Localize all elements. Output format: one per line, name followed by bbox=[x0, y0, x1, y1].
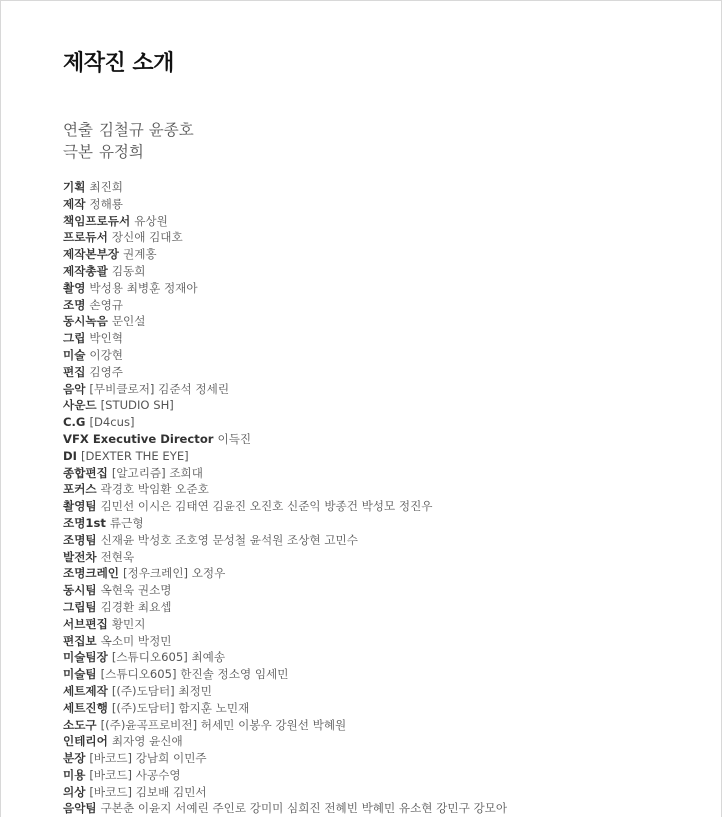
credit-role: 미술팀장 bbox=[63, 650, 108, 665]
credit-row bbox=[63, 280, 507, 297]
credit-role: 조명 bbox=[63, 297, 86, 312]
credit-row bbox=[63, 465, 507, 482]
credit-names: 구본춘 이윤지 서예린 주인로 강미미 심희진 전혜빈 박혜민 유소현 강민구 강모아 bbox=[100, 801, 508, 816]
credit-role: 제작 bbox=[63, 196, 86, 211]
credit-names: 김경환 최요셉 bbox=[100, 599, 172, 614]
credit-row bbox=[63, 733, 507, 750]
credit-row bbox=[63, 213, 507, 230]
credit-role: 조명팀 bbox=[63, 532, 97, 547]
credit-names: 곽경호 박임환 오준호 bbox=[100, 482, 209, 497]
credit-names: 신재윤 박성호 조호영 문성철 윤석원 조상현 고민수 bbox=[100, 532, 358, 547]
lead-names: 유정희 bbox=[98, 143, 144, 161]
credit-role: 발전차 bbox=[63, 549, 97, 564]
credit-names: [(주)도담터] 최정민 bbox=[111, 683, 212, 698]
staff-credit-list bbox=[63, 179, 507, 817]
lead-credit-writer bbox=[63, 141, 194, 163]
credit-row bbox=[63, 683, 507, 700]
page-title: 제작진 소개 bbox=[63, 51, 174, 76]
credit-names: [STUDIO SH] bbox=[100, 398, 174, 413]
credit-row bbox=[63, 263, 507, 280]
credit-role: 동시녹음 bbox=[63, 314, 108, 329]
credit-names: 장신애 김대호 bbox=[111, 230, 183, 245]
credit-row bbox=[63, 330, 507, 347]
credit-names: 권계홍 bbox=[123, 247, 157, 262]
credit-role: 프로듀서 bbox=[63, 230, 108, 245]
credit-names: [정우크레인] 오정우 bbox=[123, 566, 226, 581]
credit-role: 의상 bbox=[63, 784, 86, 799]
lead-credits bbox=[63, 119, 194, 163]
credit-row bbox=[63, 532, 507, 549]
credit-row bbox=[63, 246, 507, 263]
credit-role: 미술 bbox=[63, 347, 86, 362]
credit-names: [(주)도담터] 함지훈 노민재 bbox=[111, 700, 250, 715]
credit-role: 그립 bbox=[63, 331, 86, 346]
credit-row bbox=[63, 414, 507, 431]
lead-role: 연출 bbox=[63, 121, 93, 139]
credit-role: 포커스 bbox=[63, 482, 97, 497]
credit-role: 촬영팀 bbox=[63, 499, 97, 514]
credit-role: 서브편집 bbox=[63, 616, 108, 631]
credit-names: 황민지 bbox=[111, 616, 146, 631]
credit-role: 동시팀 bbox=[63, 583, 97, 598]
credit-names: 최진희 bbox=[89, 180, 124, 194]
credit-names: 문인설 bbox=[111, 314, 146, 329]
credit-role: 세트제작 bbox=[63, 683, 108, 698]
credit-row bbox=[63, 700, 507, 717]
credit-names: 박성용 최병훈 정재아 bbox=[89, 280, 198, 295]
credit-names: [(주)윤곡프로비전] 허세민 이봉우 강원선 박혜원 bbox=[100, 717, 347, 732]
credit-role: 미용 bbox=[63, 767, 86, 782]
credit-role: DI bbox=[63, 448, 77, 463]
credit-names: 옥소미 박정민 bbox=[100, 633, 172, 648]
credit-row bbox=[63, 717, 507, 734]
credit-names: [바코드] 강남희 이민주 bbox=[89, 751, 207, 766]
credit-names: [알고리즘] 조희대 bbox=[111, 465, 203, 480]
credit-names: [스튜디오605] 최예송 bbox=[111, 650, 226, 665]
credit-names: [D4cus] bbox=[89, 415, 135, 430]
credit-row bbox=[63, 633, 507, 650]
credit-row bbox=[63, 649, 507, 666]
credit-names: 손영규 bbox=[89, 297, 124, 312]
credit-role: 인테리어 bbox=[63, 734, 108, 749]
credit-names: 이강현 bbox=[89, 347, 124, 362]
credit-row bbox=[63, 784, 507, 801]
credit-role: 편집보 bbox=[63, 633, 97, 648]
credit-names: 류근형 bbox=[109, 515, 144, 530]
credit-row bbox=[63, 297, 507, 314]
credit-row bbox=[63, 616, 507, 633]
credit-names: [DEXTER THE EYE] bbox=[80, 448, 189, 463]
credit-names: 최자영 윤신애 bbox=[111, 734, 183, 749]
credit-names: [무비클로저] 김준석 정세린 bbox=[89, 381, 230, 396]
credit-row bbox=[63, 582, 507, 599]
credit-names: 김동희 bbox=[111, 263, 146, 278]
credit-names: [바코드] 사공수영 bbox=[89, 767, 181, 782]
credit-row bbox=[63, 800, 507, 817]
credit-row bbox=[63, 750, 507, 767]
credit-row bbox=[63, 481, 507, 498]
credit-role: C.G bbox=[63, 415, 86, 430]
credit-row bbox=[63, 431, 507, 448]
credit-names: 김영주 bbox=[89, 364, 124, 379]
credit-role: 음악팀 bbox=[63, 801, 97, 816]
credit-row bbox=[63, 347, 507, 364]
credit-row bbox=[63, 599, 507, 616]
credit-row bbox=[63, 565, 507, 582]
credit-names: 전현욱 bbox=[100, 549, 135, 564]
credit-role: 소도구 bbox=[63, 717, 97, 732]
credit-names: 이득진 bbox=[217, 431, 252, 446]
credit-role: 조명1st bbox=[63, 515, 106, 530]
credit-row bbox=[63, 666, 507, 683]
credit-role: 기획 bbox=[63, 180, 86, 194]
credit-row bbox=[63, 515, 507, 532]
credit-row bbox=[63, 364, 507, 381]
credit-row bbox=[63, 448, 507, 465]
lead-names: 김철규 윤종호 bbox=[98, 121, 194, 139]
credit-role: 그립팀 bbox=[63, 599, 97, 614]
credit-role: 조명크레인 bbox=[63, 566, 119, 581]
credit-role: 세트진행 bbox=[63, 700, 108, 715]
credit-role: 종합편집 bbox=[63, 465, 108, 480]
credit-role: 사운드 bbox=[63, 398, 97, 413]
credit-role: 분장 bbox=[63, 751, 86, 766]
credit-row bbox=[63, 498, 507, 515]
credit-row bbox=[63, 229, 507, 246]
credit-role: 촬영 bbox=[63, 280, 86, 295]
credit-role: 미술팀 bbox=[63, 667, 97, 682]
credit-names: [바코드] 김보배 김민서 bbox=[89, 784, 207, 799]
credit-names: 정해룡 bbox=[89, 196, 124, 211]
credit-role: 제작본부장 bbox=[63, 247, 119, 262]
lead-credit-director bbox=[63, 119, 194, 141]
credit-row bbox=[63, 767, 507, 784]
credit-names: 옥현욱 권소명 bbox=[100, 583, 172, 598]
credit-row bbox=[63, 313, 507, 330]
credit-row bbox=[63, 397, 507, 414]
credit-role: 제작총괄 bbox=[63, 263, 108, 278]
credit-role: 책임프로듀서 bbox=[63, 213, 131, 228]
credit-role: 음악 bbox=[63, 381, 86, 396]
credit-names: 김민선 이시은 김태연 김윤진 오진호 신준익 방종건 박성모 정진우 bbox=[100, 499, 433, 514]
credit-names: 박인혁 bbox=[89, 331, 124, 346]
lead-role: 극본 bbox=[63, 143, 93, 161]
credit-row bbox=[63, 179, 507, 196]
credit-role: 편집 bbox=[63, 364, 86, 379]
credit-role: VFX Executive Director bbox=[63, 431, 214, 446]
credit-row bbox=[63, 549, 507, 566]
credit-row bbox=[63, 381, 507, 398]
credit-row bbox=[63, 196, 507, 213]
credit-names: [스튜디오605] 한진솔 정소영 임세민 bbox=[100, 667, 289, 682]
credit-names: 유상원 bbox=[134, 213, 168, 228]
